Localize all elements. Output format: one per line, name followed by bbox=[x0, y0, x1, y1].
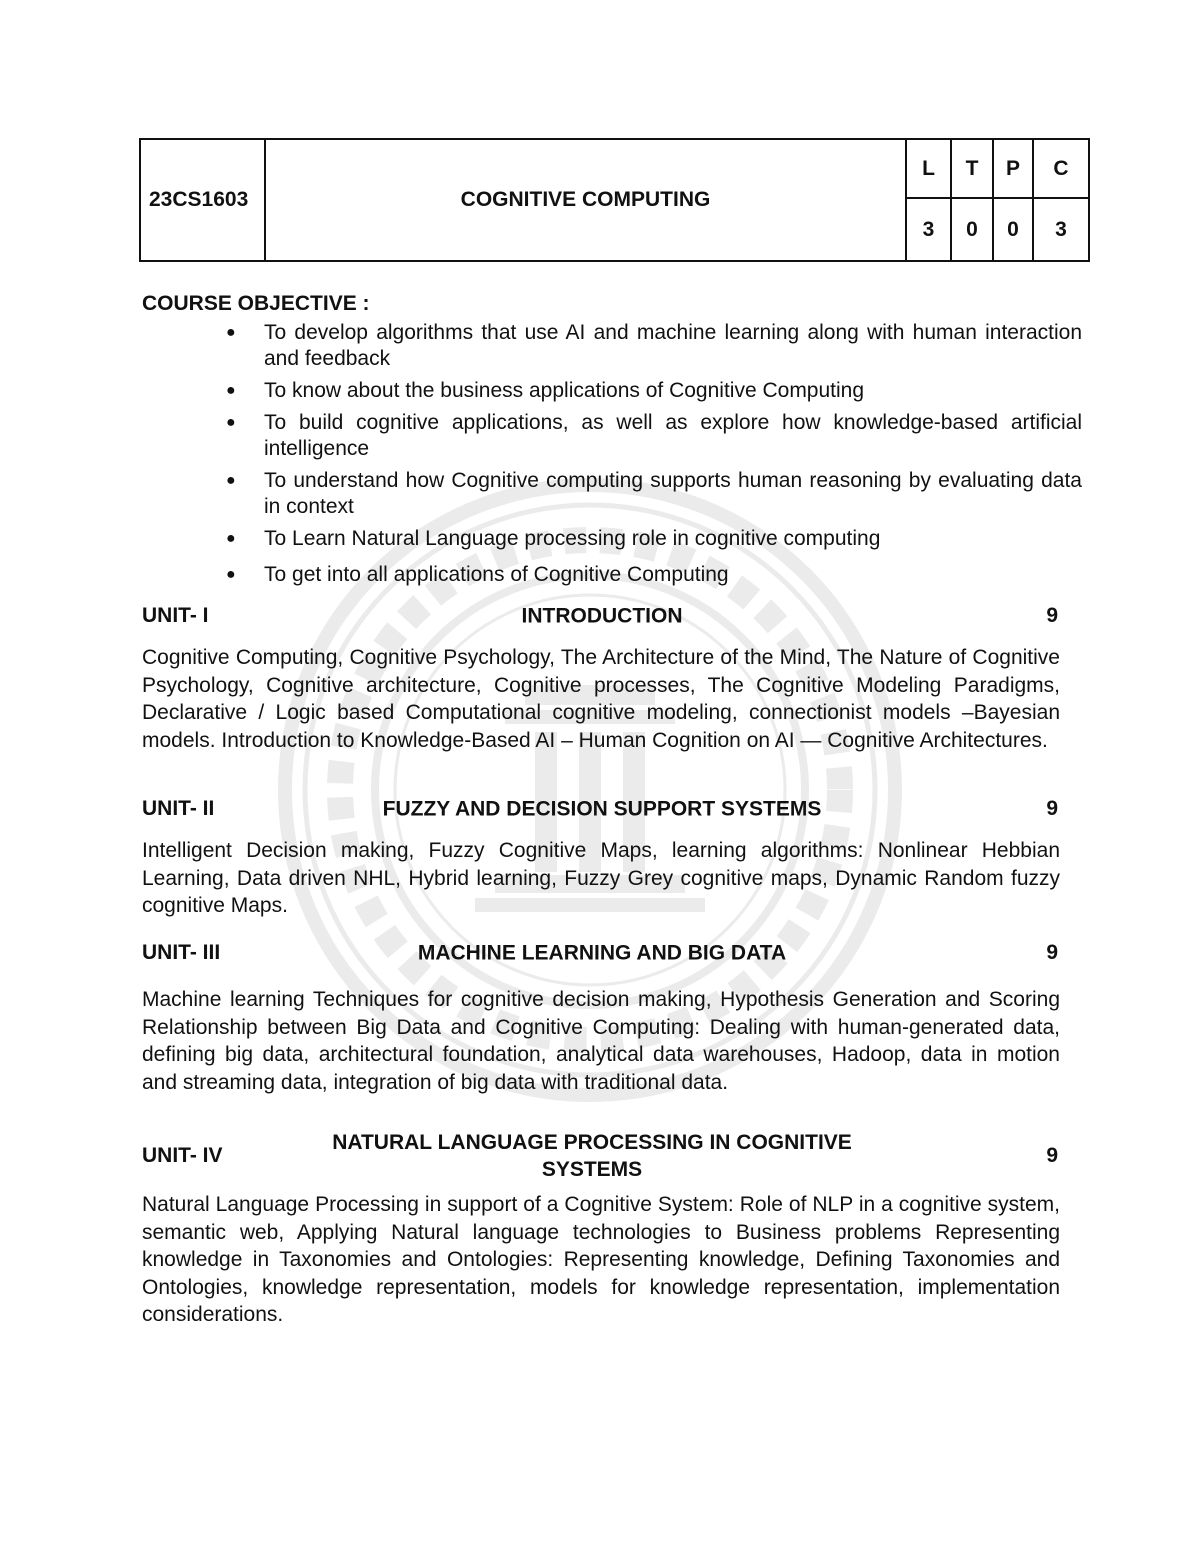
unit-label: UNIT- III bbox=[142, 941, 221, 964]
objectives-heading: COURSE OBJECTIVE : bbox=[142, 292, 370, 315]
objective-item bbox=[142, 320, 1082, 372]
unit-label: UNIT- I bbox=[142, 604, 209, 627]
objective-text: To Learn Natural Language processing role in cognitive computing bbox=[264, 527, 881, 550]
objective-item bbox=[142, 468, 1082, 520]
bullet-dot-icon: ● bbox=[226, 414, 236, 431]
objective-text: To know about the business applications of Cognitive Computing bbox=[264, 379, 865, 402]
unit-4-header bbox=[142, 1128, 1058, 1184]
unit-hours: 9 bbox=[1046, 1144, 1058, 1167]
ltpc-header-c: C bbox=[1033, 139, 1089, 198]
objective-text: To understand how Cognitive computing supports human reasoning by evaluating data in context bbox=[264, 469, 1082, 518]
unit-hours: 9 bbox=[1046, 797, 1058, 820]
unit-label: UNIT- IV bbox=[142, 1144, 223, 1167]
unit-title: MACHINE LEARNING AND BIG DATA bbox=[417, 941, 787, 965]
ltpc-value-l: 3 bbox=[906, 198, 951, 261]
unit-4-content: Natural Language Processing in support of a Cognitive System: Role of NLP in a cognitive system, semantic web, Applying Natural language technologies to Business problems Representing knowledge in Taxonomies and Ontologies: Representing knowledge, Defining Taxonomies and Ontologies, knowledge representation, models for knowledge representation, implementation considerations. bbox=[142, 1193, 1060, 1326]
objective-text: To get into all applications of Cognitive Computing bbox=[264, 563, 729, 586]
bullet-dot-icon: ● bbox=[226, 530, 236, 547]
unit-3-header bbox=[142, 933, 1058, 973]
unit-2-content: Intelligent Decision making, Fuzzy Cognitive Maps, learning algorithms: Nonlinear Hebbian Learning, Data driven NHL, Hybrid learning, Fuzzy Grey cognitive maps, Dynamic Random fuzzy cognitive Maps. bbox=[142, 839, 1060, 917]
ltpc-header-p: P bbox=[993, 139, 1033, 198]
objective-text: To build cognitive applications, as well as explore how knowledge-based artificial intelligence bbox=[264, 411, 1082, 460]
ltpc-value-c: 3 bbox=[1033, 198, 1089, 261]
unit-hours: 9 bbox=[1046, 604, 1058, 627]
ltpc-value-p: 0 bbox=[993, 198, 1033, 261]
objective-item bbox=[142, 410, 1082, 462]
objectives-list bbox=[142, 320, 1082, 588]
unit-title: NATURAL LANGUAGE PROCESSING IN COGNITIVE SYSTEMS bbox=[332, 1131, 852, 1181]
unit-1-header bbox=[142, 596, 1058, 636]
bullet-dot-icon: ● bbox=[226, 324, 236, 341]
unit-hours: 9 bbox=[1046, 941, 1058, 964]
bullet-dot-icon: ● bbox=[226, 566, 236, 583]
course-code: 23CS1603 bbox=[140, 139, 265, 261]
course-header-table bbox=[139, 138, 1090, 262]
unit-title: INTRODUCTION bbox=[521, 604, 683, 628]
ltpc-header-l: L bbox=[906, 139, 951, 198]
ltpc-value-t: 0 bbox=[951, 198, 993, 261]
unit-1-content: Cognitive Computing, Cognitive Psychology, The Architecture of the Mind, The Nature of Cognitive Psychology, Cognitive architecture, Cognitive processes, The Cognitive Modeling Paradigms, Declarative / Logic based Computational cognitive modeling, connectionist models –Bayesian models. Introduction to Knowledge-Based AI – Human Cognition on AI — Cognitive Architectures. bbox=[142, 646, 1060, 752]
bullet-dot-icon: ● bbox=[226, 382, 236, 399]
objective-item bbox=[142, 378, 1082, 404]
course-title: COGNITIVE COMPUTING bbox=[265, 139, 906, 261]
bullet-dot-icon: ● bbox=[226, 472, 236, 489]
unit-label: UNIT- II bbox=[142, 797, 215, 820]
objective-text: To develop algorithms that use AI and machine learning along with human interaction and feedback bbox=[264, 321, 1082, 370]
ltpc-header-t: T bbox=[951, 139, 993, 198]
unit-3-content: Machine learning Techniques for cognitive decision making, Hypothesis Generation and Scoring Relationship between Big Data and Cognitive Computing: Dealing with human-generated data, defining big data, architectural foundation, analytical data warehouses, Hadoop, data in motion and streaming data, integration of big data with traditional data. bbox=[142, 988, 1060, 1094]
unit-title: FUZZY AND DECISION SUPPORT SYSTEMS bbox=[382, 797, 822, 821]
unit-2-header bbox=[142, 789, 1058, 829]
objective-item bbox=[142, 562, 1082, 588]
objective-item bbox=[142, 526, 1082, 552]
